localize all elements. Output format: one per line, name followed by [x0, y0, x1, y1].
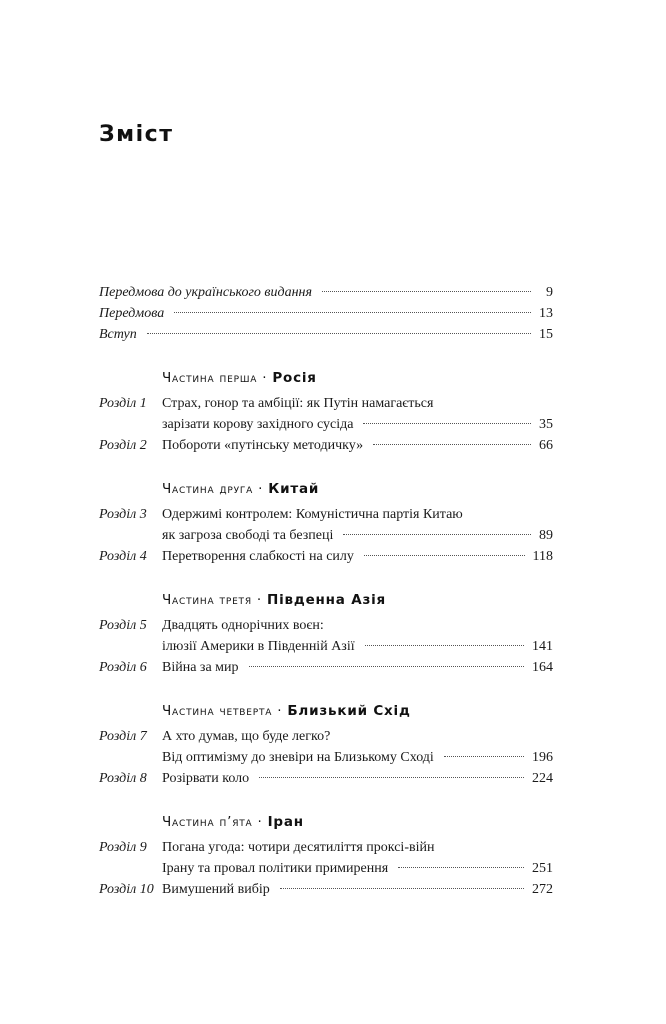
toc-chapter-item-cont[interactable] [99, 526, 553, 546]
chapter-label: Розділ 3 [99, 507, 147, 522]
chapter-title-line: Ірану та провал політики примирення [162, 861, 389, 876]
leader-dots [343, 534, 531, 535]
part-separator: · [258, 481, 264, 497]
toc-chapter-item[interactable] [99, 436, 553, 456]
toc-front-label: Передмова [99, 306, 165, 321]
chapter-title-line: Розірвати коло [162, 771, 250, 786]
leader-dots [147, 333, 531, 334]
toc-chapter-item[interactable] [99, 769, 553, 789]
part-prefix: Частина п’ята [162, 814, 253, 830]
chapter-title-line: А хто думав, що буде легко? [162, 729, 331, 744]
chapter-label: Розділ 5 [99, 618, 147, 633]
part-prefix: Частина перша [162, 370, 258, 386]
chapter-title-line: Перетворення слабкості на силу [162, 549, 354, 564]
part-prefix: Частина третя [162, 592, 252, 608]
toc-front-label: Передмова до українського видання [99, 285, 312, 300]
chapter-title-line: ілюзії Америки в Південній Азії [162, 639, 355, 654]
leader-dots [322, 291, 531, 292]
chapter-label: Розділ 7 [99, 729, 147, 744]
toc-chapter-item-cont[interactable] [99, 415, 553, 435]
part-separator: · [256, 592, 262, 608]
chapter-label: Розділ 8 [99, 771, 147, 786]
toc-page-number: 66 [539, 438, 553, 453]
leader-dots [364, 555, 525, 556]
leader-dots [398, 867, 524, 868]
toc-page-number: 118 [532, 549, 553, 564]
toc-front-label: Вступ [99, 327, 137, 342]
chapter-title-line: зарізати корову західного сусіда [162, 417, 354, 432]
chapter-title-line: Вимушений вибір [162, 882, 270, 897]
toc-page-number: 224 [532, 771, 553, 786]
toc-page-number: 13 [539, 306, 553, 321]
toc-page-number: 141 [532, 639, 553, 654]
toc-chapter-item-cont[interactable] [99, 637, 553, 657]
part-heading [162, 592, 386, 608]
chapter-title-line: Погана угода: чотири десятиліття проксі-війн [162, 840, 435, 855]
toc-chapter-item[interactable] [99, 727, 553, 747]
toc-page-number: 89 [539, 528, 553, 543]
chapter-title-line: Від оптимізму до зневіри на Близькому Сході [162, 750, 434, 765]
toc-chapter-item-cont[interactable] [99, 859, 553, 879]
toc-chapter-item[interactable] [99, 880, 553, 900]
chapter-label: Розділ 10 [99, 882, 154, 897]
part-name: Китай [268, 481, 320, 497]
leader-dots [249, 666, 524, 667]
chapter-title-line: Побороти «путінську методичку» [162, 438, 364, 453]
toc-chapter-item[interactable] [99, 658, 553, 678]
toc-page-number: 164 [532, 660, 553, 675]
toc-page-number: 15 [539, 327, 553, 342]
part-heading [162, 481, 319, 497]
leader-dots [365, 645, 524, 646]
part-separator: · [257, 814, 263, 830]
toc-chapter-item-cont[interactable] [99, 748, 553, 768]
chapter-title-line: Війна за мир [162, 660, 239, 675]
leader-dots [373, 444, 531, 445]
toc-page-number: 272 [532, 882, 553, 897]
chapter-label: Розділ 4 [99, 549, 147, 564]
chapter-label: Розділ 6 [99, 660, 147, 675]
leader-dots [174, 312, 531, 313]
chapter-label: Розділ 1 [99, 396, 147, 411]
toc-page-number: 35 [539, 417, 553, 432]
chapter-title-line: Страх, гонор та амбіції: як Путін намагається [162, 396, 434, 411]
part-prefix: Частина четверта [162, 703, 273, 719]
toc-page-number: 251 [532, 861, 553, 876]
part-separator: · [277, 703, 283, 719]
toc-front-item[interactable] [99, 304, 553, 324]
part-heading [162, 814, 304, 830]
toc-chapter-item[interactable] [99, 394, 553, 414]
toc-page-number: 9 [546, 285, 553, 300]
toc-chapter-item[interactable] [99, 838, 553, 858]
part-name: Близький Схід [287, 703, 411, 719]
chapter-title-line: як загроза свободі та безпеці [162, 528, 334, 543]
toc-chapter-item[interactable] [99, 505, 553, 525]
toc-chapter-item[interactable] [99, 547, 553, 567]
toc-front-item[interactable] [99, 325, 553, 345]
part-prefix: Частина друга [162, 481, 254, 497]
leader-dots [280, 888, 524, 889]
leader-dots [444, 756, 524, 757]
part-heading [162, 703, 411, 719]
toc-front-item[interactable] [99, 283, 553, 303]
chapter-title-line: Двадцять однорічних воєн: [162, 618, 324, 633]
chapter-label: Розділ 2 [99, 438, 147, 453]
leader-dots [363, 423, 531, 424]
toc-chapter-item[interactable] [99, 616, 553, 636]
chapter-label: Розділ 9 [99, 840, 147, 855]
part-heading [162, 370, 317, 386]
part-name: Південна Азія [267, 592, 386, 608]
toc-page-number: 196 [532, 750, 553, 765]
chapter-title-line: Одержимі контролем: Комуністична партія Китаю [162, 507, 463, 522]
part-name: Росія [272, 370, 317, 386]
leader-dots [259, 777, 524, 778]
part-separator: · [262, 370, 268, 386]
page-title: Зміст [99, 122, 174, 147]
part-name: Іран [267, 814, 304, 830]
